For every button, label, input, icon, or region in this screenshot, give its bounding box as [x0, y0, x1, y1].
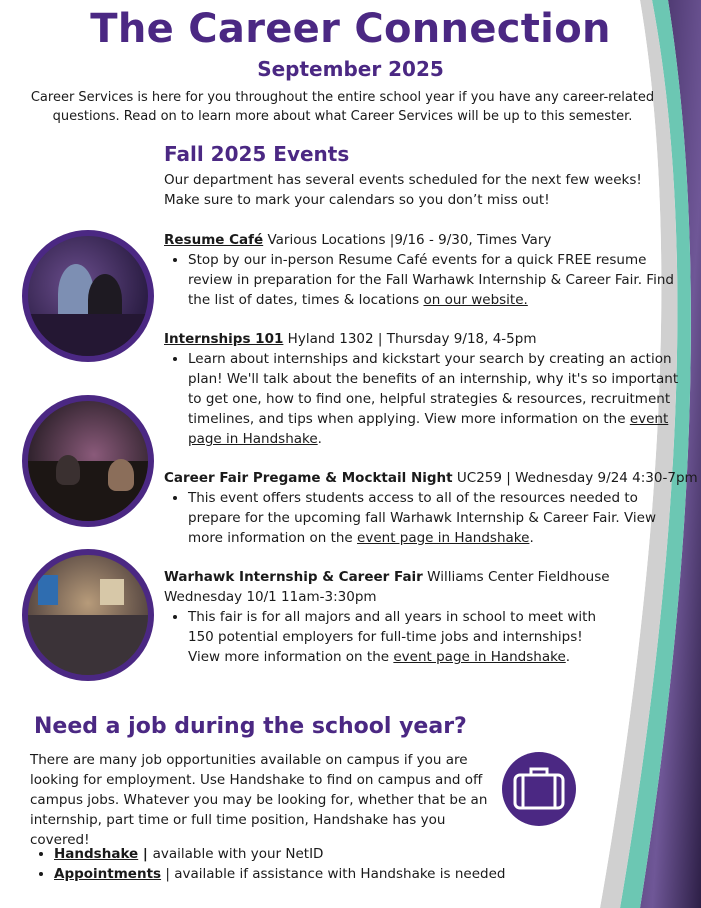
- resume-cafe-photo: [22, 230, 154, 362]
- appointments-link[interactable]: Appointments: [54, 866, 162, 882]
- intro-paragraph: Career Services is here for you throughout the entire school year if you have any career-related questions. Read on to learn more about what Career Services will be up to this semester.: [30, 90, 655, 124]
- event-date-time: Wednesday 10/1 11am-3:30pm: [164, 589, 377, 605]
- event-warhawk-career-fair: [164, 567, 610, 667]
- event-description: • This event offers students access to all of the resources needed to prepare for the upcoming fall Warhawk Internship & Career Fair. View more information on the event page in Handshake.: [188, 488, 684, 548]
- handshake-event-link[interactable]: event page in Handshake: [393, 649, 566, 665]
- career-fair-photo: [22, 549, 154, 681]
- event-career-fair-pregame: [164, 468, 698, 548]
- jobs-heading: Need a job during the school year?: [34, 714, 467, 739]
- list-item: • Appointments | available if assistance with Handshake is needed: [54, 864, 505, 884]
- newsletter-date: September 2025: [257, 57, 444, 81]
- event-details: Various Locations |9/16 - 9/30, Times Vary: [263, 232, 552, 248]
- jobs-body: There are many job opportunities available on campus if you are looking for employment. Use Handshake to find on campus and off campus jobs. Whatever you may be looking for, whether that be an internship, part time or full time position, Handshake has you covered!: [30, 752, 488, 848]
- resource-links: [30, 844, 505, 884]
- handshake-link[interactable]: Handshake: [54, 846, 139, 862]
- event-name: Resume Café: [164, 232, 264, 248]
- event-internships-101: [164, 329, 684, 449]
- website-link[interactable]: on our website.: [423, 292, 528, 308]
- internships-101-photo: [22, 395, 154, 527]
- event-description: • Learn about internships and kickstart your search by creating an action plan! We'll talk about the benefits of an internship, why it's so important to get one, how to find one, helpful strategies & resources, recruitment timelines, and tips when applying. View more information on the event page in Handshake.: [188, 349, 684, 449]
- handshake-event-link[interactable]: event page in Handshake: [357, 530, 530, 546]
- briefcase-icon: [502, 752, 576, 826]
- event-details: Hyland 1302 | Thursday 9/18, 4-5pm: [287, 331, 537, 347]
- list-item: • Handshake | available with your NetID: [54, 844, 505, 864]
- events-intro: Our department has several events scheduled for the next few weeks! Make sure to mark your calendars so you don’t miss out!: [164, 172, 642, 208]
- event-description: • Stop by our in-person Resume Café events for a quick FREE resume review in preparation for the Fall Warhawk Internship & Career Fair. Find the list of dates, times & locations on our website.: [188, 250, 684, 310]
- event-resume-cafe: [164, 230, 684, 310]
- event-details: UC259 | Wednesday 9/24 4:30-7pm: [456, 470, 698, 486]
- newsletter-title: The Career Connection: [90, 6, 611, 52]
- event-description: • This fair is for all majors and all years in school to meet with 150 potential employers for full-time jobs and internships! View more information on the event page in Handshake.: [188, 607, 604, 667]
- event-details: Williams Center Fieldhouse: [427, 569, 610, 585]
- event-name: Warhawk Internship & Career Fair: [164, 569, 423, 585]
- event-name: Career Fair Pregame & Mocktail Night: [164, 470, 453, 486]
- events-heading: Fall 2025 Events: [164, 142, 350, 166]
- briefcase-badge: [502, 752, 576, 826]
- handshake-event-link[interactable]: event page in Handshake: [188, 411, 669, 447]
- event-name: Internships 101: [164, 331, 284, 347]
